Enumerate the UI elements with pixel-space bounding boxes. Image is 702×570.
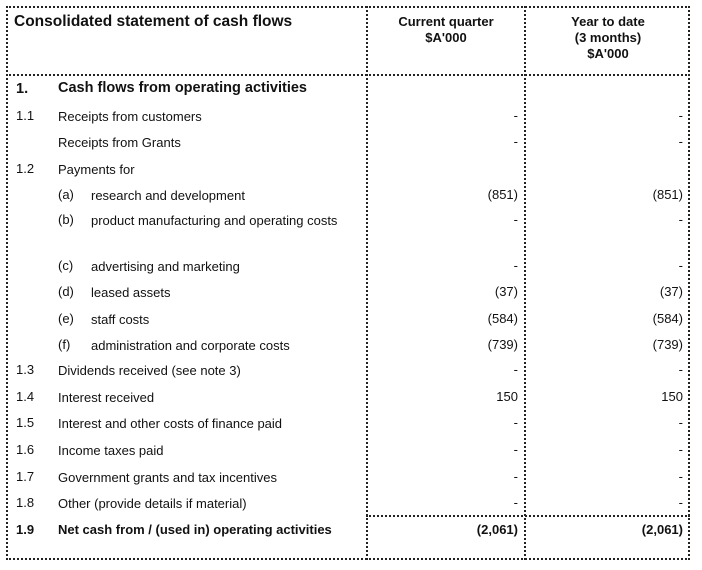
row-number: 1.2 xyxy=(16,161,35,176)
section-title: Cash flows from operating activities xyxy=(58,80,307,96)
row-current-quarter: - xyxy=(513,469,518,484)
row-year-to-date: - xyxy=(678,108,683,123)
row-current-quarter: - xyxy=(513,134,518,149)
row-current-quarter: (851) xyxy=(487,187,518,202)
row-year-to-date: - xyxy=(678,495,683,510)
row-year-to-date: - xyxy=(678,258,683,273)
row-year-to-date: - xyxy=(678,469,683,484)
row-label: leased assets xyxy=(91,285,171,300)
total-current-quarter: (2,061) xyxy=(476,522,518,537)
row-year-to-date: (584) xyxy=(652,311,683,326)
row-label: research and development xyxy=(91,188,245,203)
row-number: 1.8 xyxy=(16,495,35,510)
row-sub-marker: (d) xyxy=(58,284,74,299)
row-label: Receipts from Grants xyxy=(58,135,181,150)
row-sub-marker: (f) xyxy=(58,337,71,352)
total-row-number: 1.9 xyxy=(16,522,35,537)
row-label: product manufacturing and operating costs xyxy=(91,213,338,228)
row-sub-marker: (c) xyxy=(58,258,74,273)
row-current-quarter: - xyxy=(513,362,518,377)
row-current-quarter: - xyxy=(513,415,518,430)
column-header-year-to-date: Year to date (3 months) $A'000 xyxy=(571,14,645,61)
row-number: 1.1 xyxy=(16,108,35,123)
total-row-label: Net cash from / (used in) operating activities xyxy=(58,522,332,537)
column-divider-1 xyxy=(366,6,368,560)
row-year-to-date: - xyxy=(678,415,683,430)
row-current-quarter: (739) xyxy=(487,337,518,352)
total-divider xyxy=(366,515,690,517)
row-label: Interest and other costs of finance paid xyxy=(58,416,283,431)
row-year-to-date: - xyxy=(678,442,683,457)
header-divider xyxy=(6,74,690,76)
row-year-to-date: - xyxy=(678,134,683,149)
row-number: 1.3 xyxy=(16,362,35,377)
row-year-to-date: 150 xyxy=(661,389,683,404)
row-current-quarter: - xyxy=(513,495,518,510)
total-year-to-date: (2,061) xyxy=(641,522,683,537)
row-label: Other (provide details if material) xyxy=(58,496,247,511)
row-current-quarter: - xyxy=(513,108,518,123)
row-sub-marker: (e) xyxy=(58,311,74,326)
row-current-quarter: - xyxy=(513,442,518,457)
row-label: Income taxes paid xyxy=(58,443,164,458)
row-label: Payments for xyxy=(58,162,135,177)
row-current-quarter: 150 xyxy=(496,389,518,404)
page-title: Consolidated statement of cash flows xyxy=(14,13,293,30)
row-number: 1.6 xyxy=(16,442,35,457)
row-label: administration and corporate costs xyxy=(91,338,290,353)
column-divider-2 xyxy=(524,6,526,560)
row-current-quarter: - xyxy=(513,212,518,227)
row-current-quarter: (37) xyxy=(494,284,518,299)
row-label: Government grants and tax incentives xyxy=(58,470,277,485)
row-year-to-date: (739) xyxy=(652,337,683,352)
row-sub-marker: (b) xyxy=(58,212,74,227)
row-label: Interest received xyxy=(58,390,155,405)
column-header-current-quarter: Current quarter $A'000 xyxy=(398,14,494,45)
row-year-to-date: - xyxy=(678,362,683,377)
section-number: 1. xyxy=(16,81,29,97)
row-number: 1.5 xyxy=(16,415,35,430)
row-label: advertising and marketing xyxy=(91,259,240,274)
row-number: 1.7 xyxy=(16,469,35,484)
row-sub-marker: (a) xyxy=(58,187,74,202)
row-label: staff costs xyxy=(91,312,150,327)
row-current-quarter: (584) xyxy=(487,311,518,326)
row-label: Dividends received (see note 3) xyxy=(58,363,241,378)
row-year-to-date: (851) xyxy=(652,187,683,202)
row-current-quarter: - xyxy=(513,258,518,273)
row-number: 1.4 xyxy=(16,389,35,404)
row-year-to-date: (37) xyxy=(659,284,683,299)
row-label: Receipts from customers xyxy=(58,109,202,124)
row-year-to-date: - xyxy=(678,212,683,227)
